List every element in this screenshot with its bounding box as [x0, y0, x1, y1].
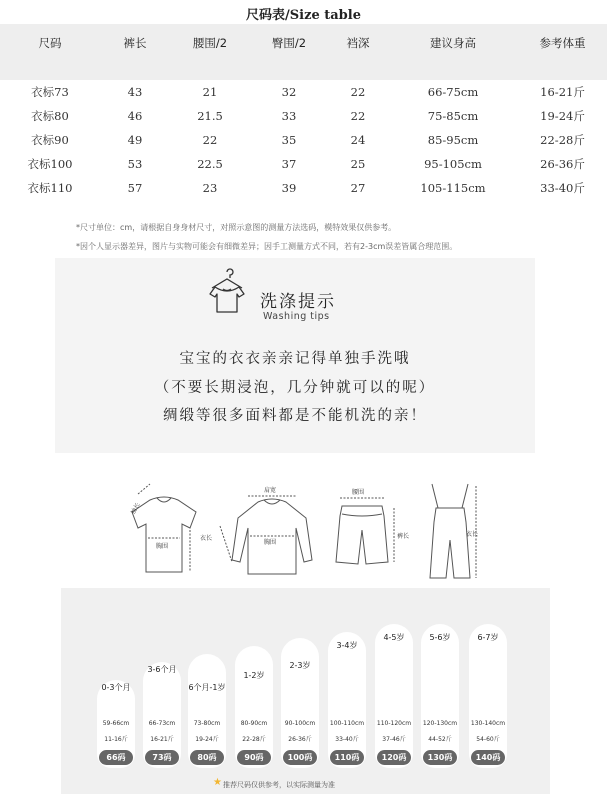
label-chest: 胸围 — [156, 543, 169, 550]
pill-height: 73-80cm — [193, 720, 221, 727]
label-overall-length: 衣长 — [466, 531, 479, 538]
table-cell: 75-85cm — [427, 109, 479, 123]
label-chest-2: 胸围 — [264, 539, 277, 546]
table-cell: 16-21斤 — [540, 85, 585, 99]
table-cell: 25 — [350, 157, 366, 171]
size-pill — [143, 662, 181, 768]
pill-age: 3-6个月 — [147, 665, 177, 674]
label-length: 衣长 — [200, 535, 213, 542]
size-pill — [97, 680, 135, 768]
header-hip: 臀围/2 — [271, 36, 307, 50]
header-weight: 参考体重 — [539, 36, 586, 50]
table-cell: 49 — [127, 133, 143, 147]
table-cell: 33-40斤 — [540, 181, 585, 195]
pill-weight: 19-24斤 — [195, 736, 219, 743]
pill-weight: 22-28斤 — [242, 736, 266, 743]
pill-weight: 11-16斤 — [104, 736, 128, 743]
pill-height: 120-130cm — [422, 720, 458, 727]
pill-age: 1-2岁 — [243, 671, 265, 680]
table-row — [0, 80, 607, 104]
size-note-units: *尺寸单位：cm，请根据自身身材尺寸，对照示意图的测量方法选码，模特效果仅供参考。 — [76, 223, 397, 232]
pill-height: 100-110cm — [329, 720, 365, 727]
pill-height: 66-73cm — [148, 720, 176, 727]
table-cell: 37 — [281, 157, 297, 171]
table-cell: 衣标90 — [31, 133, 69, 147]
pill-age: 6个月-1岁 — [188, 683, 226, 692]
label-waist: 腰围 — [352, 489, 365, 496]
table-row — [0, 104, 607, 128]
pill-height: 59-66cm — [102, 720, 130, 727]
pill-age: 2-3岁 — [289, 661, 311, 670]
table-cell: 21 — [202, 85, 218, 99]
table-cell: 衣标100 — [27, 157, 73, 171]
table-cell: 53 — [127, 157, 143, 171]
pill-weight: 16-21斤 — [150, 736, 174, 743]
measure-diagram — [120, 478, 487, 586]
garment-measure-illustration — [120, 478, 487, 586]
table-cell: 衣标73 — [31, 85, 69, 99]
washing-subtitle: Washing tips — [263, 311, 330, 322]
pill-age: 0-3个月 — [101, 683, 131, 692]
washing-title: 洗涤提示 — [260, 292, 336, 312]
pill-size-badge: 73码 — [145, 750, 179, 765]
size-table-header-row — [0, 32, 607, 54]
table-row — [0, 152, 607, 176]
table-cell: 95-105cm — [424, 157, 482, 171]
table-cell: 21.5 — [197, 109, 223, 123]
size-pill — [235, 646, 273, 768]
table-cell: 24 — [350, 133, 366, 147]
table-cell: 23 — [202, 181, 218, 195]
size-pill — [188, 654, 226, 768]
pill-size-badge: 120码 — [377, 750, 411, 765]
table-row — [0, 176, 607, 200]
size-note-variance: *因个人显示器差异，图片与实物可能会有细微差异；因手工测量方式不同，若有2-3cm误差皆属合理范围。 — [76, 242, 458, 251]
hanger-shirt-icon — [206, 268, 248, 316]
table-cell: 39 — [281, 181, 297, 195]
table-cell: 22 — [350, 85, 366, 99]
pill-weight: 37-46斤 — [382, 736, 406, 743]
pill-size-badge: 66码 — [99, 750, 133, 765]
table-cell: 22 — [202, 133, 218, 147]
tshirt-diagram — [132, 484, 196, 572]
pill-size-badge: 100码 — [283, 750, 317, 765]
height-chart-footnote: 推荐尺码仅供参考，以实际测量为准 — [223, 781, 335, 789]
label-sleeve: 袖长 — [129, 501, 142, 516]
table-cell: 85-95cm — [427, 133, 479, 147]
header-height: 建议身高 — [430, 36, 476, 50]
pill-height: 110-120cm — [376, 720, 412, 727]
table-cell: 27 — [350, 181, 366, 195]
washing-line: （不要长期浸泡，几分钟就可以的呢） — [154, 380, 436, 396]
table-cell: 35 — [281, 133, 297, 147]
longsleeve-diagram — [220, 496, 312, 574]
pill-size-badge: 80码 — [190, 750, 224, 765]
table-cell: 衣标80 — [31, 109, 69, 123]
pill-age: 6-7岁 — [477, 633, 499, 642]
washing-tips-panel — [55, 258, 535, 453]
pill-weight: 33-40斤 — [335, 736, 359, 743]
table-cell: 19-24斤 — [540, 109, 585, 123]
table-cell: 105-115cm — [420, 181, 486, 195]
table-cell: 22.5 — [197, 157, 223, 171]
pill-size-badge: 140码 — [471, 750, 505, 765]
size-pill — [375, 624, 413, 768]
table-cell: 32 — [281, 85, 297, 99]
pill-weight: 44-52斤 — [428, 736, 452, 743]
table-cell: 26-36斤 — [540, 157, 585, 171]
size-table — [0, 32, 607, 200]
table-cell: 46 — [127, 109, 143, 123]
table-cell: 22 — [350, 109, 366, 123]
table-cell: 43 — [127, 85, 143, 99]
header-waist: 腰围/2 — [192, 36, 228, 50]
size-pill — [421, 624, 459, 768]
table-cell: 22-28斤 — [540, 133, 585, 147]
pill-age: 4-5岁 — [383, 633, 405, 642]
star-icon: ★ — [213, 777, 222, 788]
size-pill — [469, 624, 507, 768]
washing-line: 绸缎等很多面料都是不能机洗的亲！ — [163, 408, 427, 424]
age-size-height-chart — [61, 588, 550, 794]
pill-weight: 26-36斤 — [288, 736, 312, 743]
size-pill — [281, 638, 319, 768]
pill-height: 80-90cm — [240, 720, 268, 727]
label-pants-length: 裤长 — [397, 533, 410, 540]
table-row — [0, 128, 607, 152]
pill-size-badge: 90码 — [237, 750, 271, 765]
washing-line: 宝宝的衣衣亲亲记得单独手洗哦 — [179, 351, 411, 367]
pants-diagram — [336, 498, 394, 564]
pill-weight: 54-60斤 — [476, 736, 500, 743]
size-pill — [328, 632, 366, 768]
table-cell: 57 — [127, 181, 143, 195]
pill-size-badge: 110码 — [330, 750, 364, 765]
pill-age: 3-4岁 — [336, 641, 358, 650]
table-cell: 33 — [281, 109, 297, 123]
header-pants-length: 裤长 — [123, 36, 147, 50]
table-cell: 66-75cm — [427, 85, 479, 99]
header-rise: 裆深 — [346, 36, 370, 50]
table-cell: 衣标110 — [27, 181, 73, 195]
label-shoulder: 肩宽 — [264, 487, 277, 494]
pill-height: 90-100cm — [284, 720, 316, 727]
pill-size-badge: 130码 — [423, 750, 457, 765]
size-table-title: 尺码表/Size table — [246, 8, 361, 23]
pill-height: 130-140cm — [470, 720, 506, 727]
pill-age: 5-6岁 — [429, 633, 451, 642]
header-size: 尺码 — [38, 36, 62, 50]
